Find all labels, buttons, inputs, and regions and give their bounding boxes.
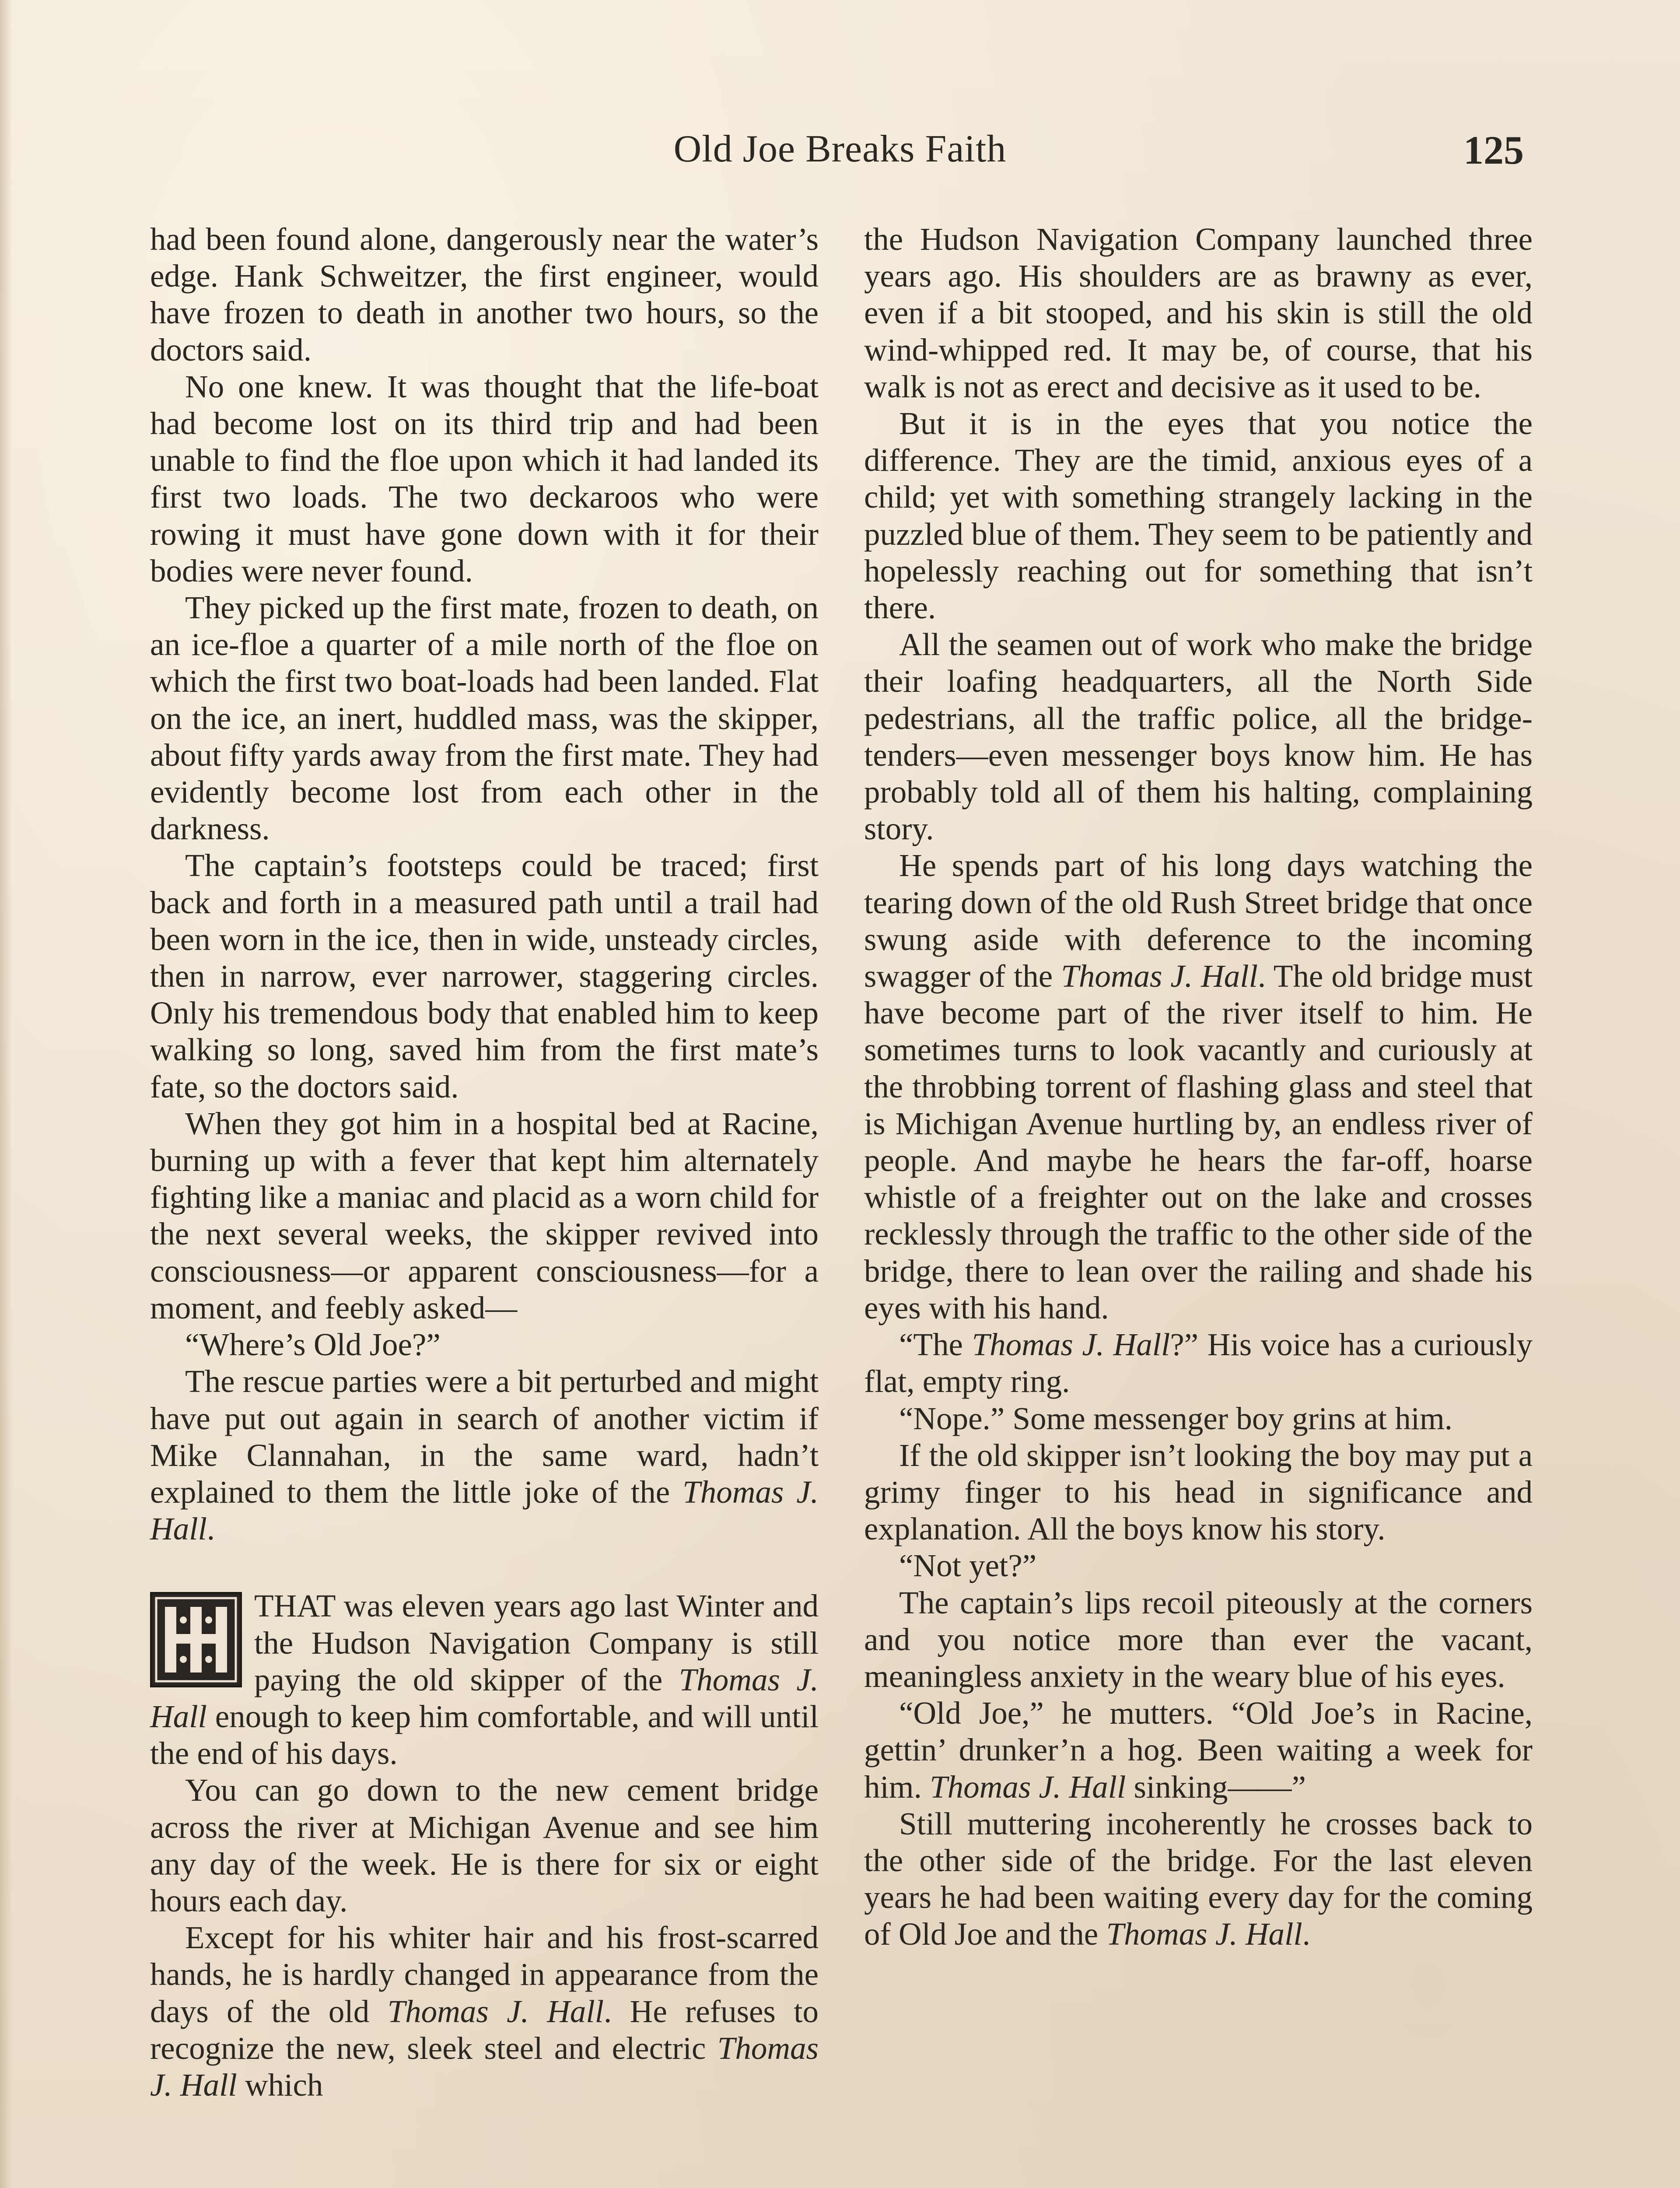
page-number: 125 <box>1463 128 1524 172</box>
paragraph: They picked up the first mate, frozen to death, on an ice-floe a quarter of a mile north of the floe on which the first two boat-loads had been landed. Flat on the ice, an inert, huddled mass, was the skipper, about fifty yards away from the first mate. They had evidently become lost from each other in the darkness. <box>150 590 819 847</box>
left-column <box>150 221 819 2104</box>
paragraph: Still muttering incoherently he crosses back to the other side of the bridge. For the last eleven years he had been waiting every day for the coming of Old Joe and the Thomas J. Hall. <box>864 1806 1533 1952</box>
paragraph: He spends part of his long days watching the tearing down of the old Rush Street bridge that once swung aside with deference to the incoming swagger of the Thomas J. Hall. The old bridge must have become part of the river itself to him. He sometimes turns to look vacantly and curiously at the throbbing torrent of flashing glass and steel that is Michigan Avenue hurtling by, an endless river of people. And maybe he hears the far-off, hoarse whistle of a freighter out on the lake and crosses recklessly through the traffic to the other side of the bridge, there to lean over the railing and shade his eyes with his hand. <box>864 848 1533 1325</box>
paragraph: Except for his whiter hair and his frost-scarred hands, he is hardly changed in appearance from the days of the old Thomas J. Hall. He refuses to recognize the new, sleek steel and electric Thomas J. Hall which <box>150 1920 819 2103</box>
quote-paragraph: “The Thomas J. Hall?” His voice has a curiously flat, empty ring. <box>864 1327 1533 1399</box>
paragraph: All the seamen out of work who make the bridge their loafing headquarters, all the North Side pedestrians, all the traffic police, all the bridge-tenders—even messenger boys know him. He has probably told all of them his halting, complaining story. <box>864 627 1533 847</box>
paragraph: had been found alone, dangerously near the water’s edge. Hank Schweitzer, the first engineer, would have frozen to death in another two hours, so the doctors said. <box>150 221 819 368</box>
paragraph: When they got him in a hospital bed at Racine, burning up with a fever that kept him alternately fighting like a maniac and placid as a worn child for the next several weeks, the skipper revived into consciousness—or apparent consciousness—for a moment, and feebly asked— <box>150 1105 819 1325</box>
paragraph: The captain’s footsteps could be traced; first back and forth in a measured path until a trail had been worn in the ice, then in wide, unsteady circles, then in narrow, ever narrower, staggering circles. Only his tremendous body that enabled him to keep walking so long, saved him from the first mate’s fate, so the doctors said. <box>150 848 819 1105</box>
ornamental-initial-icon <box>150 1592 242 1687</box>
paragraph: But it is in the eyes that you notice the difference. They are the timid, anxious eyes of a child; yet with something strangely lacking in the puzzled blue of them. They seem to be patiently and hopelessly reaching out for something that isn’t there. <box>864 406 1533 626</box>
paragraph: the Hudson Navigation Company launched three years ago. His shoulders are as brawny as ever, even if a bit stooped, and his skin is still the old wind-whipped red. It may be, of course, that his walk is not as erect and decisive as it used to be. <box>864 221 1533 404</box>
paragraph: If the old skipper isn’t looking the boy may put a grimy finger to his head in significance and explanation. All the boys know his story. <box>864 1437 1533 1547</box>
running-title: Old Joe Breaks Faith <box>673 128 1007 170</box>
page-header <box>0 127 1680 188</box>
section-opening-paragraph: THAT was eleven years ago last Winter and the Hudson Navigation Company is still paying the old skipper of the Thomas J. Hall enough to keep him comfortable, and will until the end of his days. <box>150 1588 819 1771</box>
paragraph: The rescue parties were a bit perturbed and might have put out again in search of another victim if Mike Clannahan, in the same ward, hadn’t explained to them the little joke of the Thomas J. Hall. <box>150 1364 819 1547</box>
quote-paragraph: “Old Joe,” he mutters. “Old Joe’s in Racine, gettin’ drunker’n a hog. Been waiting a week for him. Thomas J. Hall sinking——” <box>864 1695 1533 1805</box>
paragraph: “Nope.” Some messenger boy grins at him. <box>899 1400 1453 1436</box>
ship-name: Thomas J. Hall <box>150 1474 819 1547</box>
paragraph: You can go down to the new cement bridge across the river at Michigan Avenue and see him any day of the week. He is there for six or eight hours each day. <box>150 1772 819 1918</box>
paragraph: The captain’s lips recoil piteously at the corners and you notice more than ever the vacant, meaningless anxiety in the weary blue of his eyes. <box>864 1585 1533 1694</box>
paragraph: No one knew. It was thought that the life-boat had become lost on its third trip and had been unable to find the floe upon which it had landed its first two loads. The two deckaroos who were rowing it must have gone down with it for their bodies were never found. <box>150 368 819 589</box>
quote-paragraph: “Where’s Old Joe?” <box>185 1327 441 1363</box>
right-column <box>864 221 1533 1953</box>
quote-paragraph: “Not yet?” <box>899 1548 1037 1584</box>
page-edge-shadow <box>0 0 12 2188</box>
